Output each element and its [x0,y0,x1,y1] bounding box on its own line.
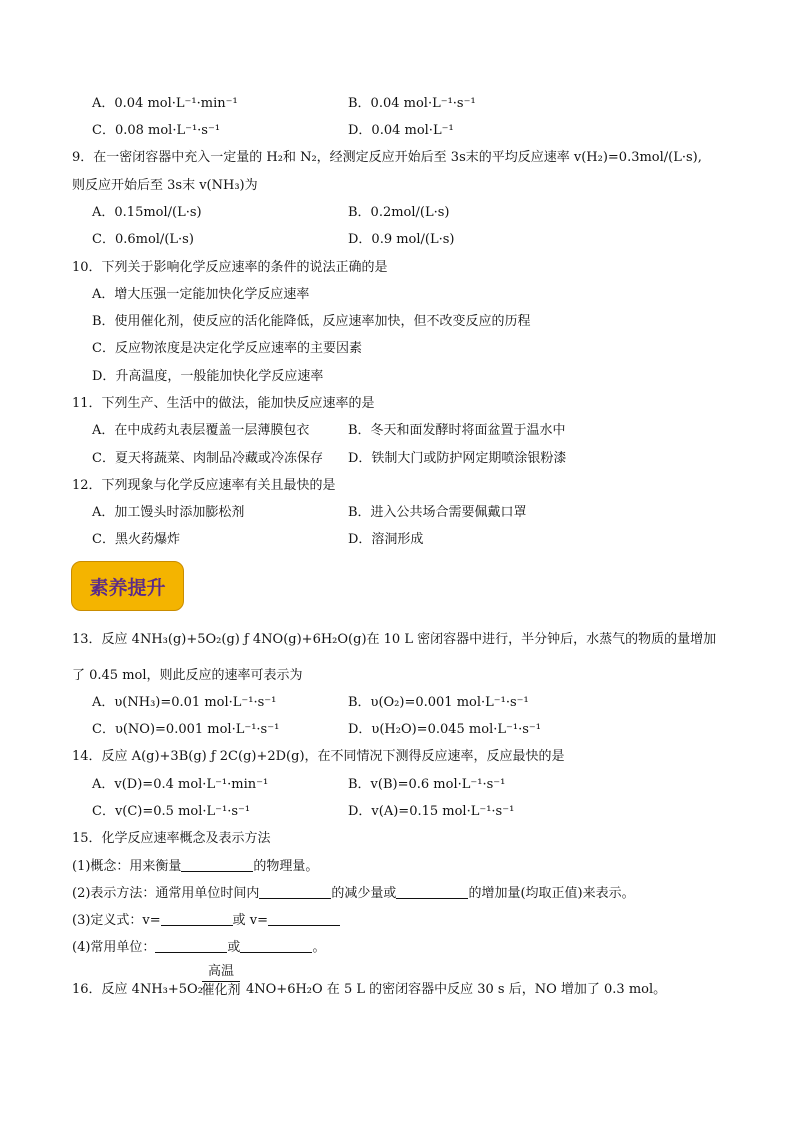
q11-option-d: D．铁制大门或防护网定期喷涂银粉漆 [348,451,567,466]
q14-option-c: C．v(C)=0.5 mol·L⁻¹·s⁻¹ [92,804,251,819]
q9-option-d: D．0.9 mol/(L·s) [348,232,455,247]
q13-option-b: B．υ(O₂)=0.001 mol·L⁻¹·s⁻¹ [348,695,529,710]
q8-option-b: B．0.04 mol·L⁻¹·s⁻¹ [348,96,476,111]
q15-method-label: (2)表示方法：通常用单位时间内 [72,886,260,901]
q13-option-a: A．υ(NH₃)=0.01 mol·L⁻¹·s⁻¹ [92,695,277,710]
q15-line-concept [72,858,318,876]
q12-option-d: D．溶洞形成 [348,532,424,547]
q15-blank-1[interactable] [181,858,253,872]
q15-concept-label: (1)概念：用来衡量 [72,859,182,874]
q9-stem-cont: 则反应开始后至 3s末 v(NH₃)为 [72,178,258,193]
q15-blank-5[interactable] [268,912,340,926]
q15-blank-6[interactable] [155,939,227,953]
q11-stem: 11．下列生产、生活中的做法，能加快反应速率的是 [72,396,375,411]
q15-formula-label: (3)定义式：v= [72,913,161,928]
q10-option-c: C．反应物浓度是决定化学反应速率的主要因素 [92,341,362,356]
q16-stem-post: 4NO+6H₂O 在 5 L 的密闭容器中反应 30 s 后，NO 增加了 0.3 mol。 [246,982,667,997]
q15-blank-2[interactable] [259,885,331,899]
q10-stem: 10．下列关于影响化学反应速率的条件的说法正确的是 [72,260,388,275]
q15-method-mid: 的减少量或 [331,886,397,901]
q15-blank-3[interactable] [396,885,468,899]
q14-option-b: B．v(B)=0.6 mol·L⁻¹·s⁻¹ [348,777,506,792]
q10-option-b: B．使用催化剂，使反应的活化能降低，反应速率加快，但不改变反应的历程 [92,314,531,329]
q12-stem: 12．下列现象与化学反应速率有关且最快的是 [72,478,336,493]
q14-option-a: A．v(D)=0.4 mol·L⁻¹·min⁻¹ [92,777,269,792]
q9-stem: 9．在一密闭容器中充入一定量的 H₂和 N₂，经测定反应开始后至 3s末的平均反应速率 v(H₂)=0.3mol/(L·s), [72,150,702,165]
q9-option-a: A．0.15mol/(L·s) [92,205,202,220]
q10-option-d: D．升高温度，一般能加快化学反应速率 [92,369,324,384]
q15-concept-tail: 的物理量。 [253,859,319,874]
q8-option-d: D．0.04 mol·L⁻¹ [348,123,454,138]
section-badge-literacy-improvement: 素养提升 [71,561,184,611]
q8-option-c: C．0.08 mol·L⁻¹·s⁻¹ [92,123,221,138]
q10-option-a: A．增大压强一定能加快化学反应速率 [92,287,310,302]
q15-blank-4[interactable] [161,912,233,926]
q16-condition-bottom: 催化剂 [201,983,241,998]
q9-option-c: C．0.6mol/(L·s) [92,232,194,247]
q16-condition-arrow [202,981,240,982]
q11-option-c: C．夏天将蔬菜、肉制品冷藏或冷冻保存 [92,451,323,466]
q12-option-c: C．黑火药爆炸 [92,532,180,547]
q15-blank-7[interactable] [240,939,312,953]
q15-units-tail: 。 [312,940,326,955]
q12-option-b: B．进入公共场合需要佩戴口罩 [348,505,527,520]
q15-units-label: (4)常用单位： [72,940,156,955]
q15-units-mid: 或 [227,940,241,955]
q15-line-units [72,939,325,957]
q14-stem: 14．反应 A(g)+3B(g) ƒ 2C(g)+2D(g)，在不同情况下测得反应速率，反应最快的是 [72,749,565,764]
q8-option-a: A．0.04 mol·L⁻¹·min⁻¹ [92,96,238,111]
q16-reaction-condition [198,964,244,999]
q14-option-d: D．v(A)=0.15 mol·L⁻¹·s⁻¹ [348,804,515,819]
q15-method-tail: 的增加量(均取正值)来表示。 [468,886,635,901]
q11-option-a: A．在中成药丸表层覆盖一层薄膜包衣 [92,423,310,438]
q13-option-c: C．υ(NO)=0.001 mol·L⁻¹·s⁻¹ [92,722,280,737]
q15-stem: 15．化学反应速率概念及表示方法 [72,831,271,846]
q13-stem-cont: 了 0.45 mol，则此反应的速率可表示为 [72,668,303,683]
q11-option-b: B．冬天和面发酵时将面盆置于温水中 [348,423,566,438]
q13-stem: 13．反应 4NH₃(g)+5O₂(g) ƒ 4NO(g)+6H₂O(g)在 10 L 密闭容器中进行，半分钟后，水蒸气的物质的量增加 [72,632,717,647]
q16-condition-top: 高温 [207,964,234,979]
q16-stem-pre: 16．反应 4NH₃+5O₂ [72,982,203,997]
q13-option-d: D．υ(H₂O)=0.045 mol·L⁻¹·s⁻¹ [348,722,541,737]
q15-line-method [72,885,635,903]
q12-option-a: A．加工馒头时添加膨松剂 [92,505,245,520]
q9-option-b: B．0.2mol/(L·s) [348,205,450,220]
q15-formula-mid: 或 v= [232,913,269,928]
q15-line-formula [72,912,340,930]
